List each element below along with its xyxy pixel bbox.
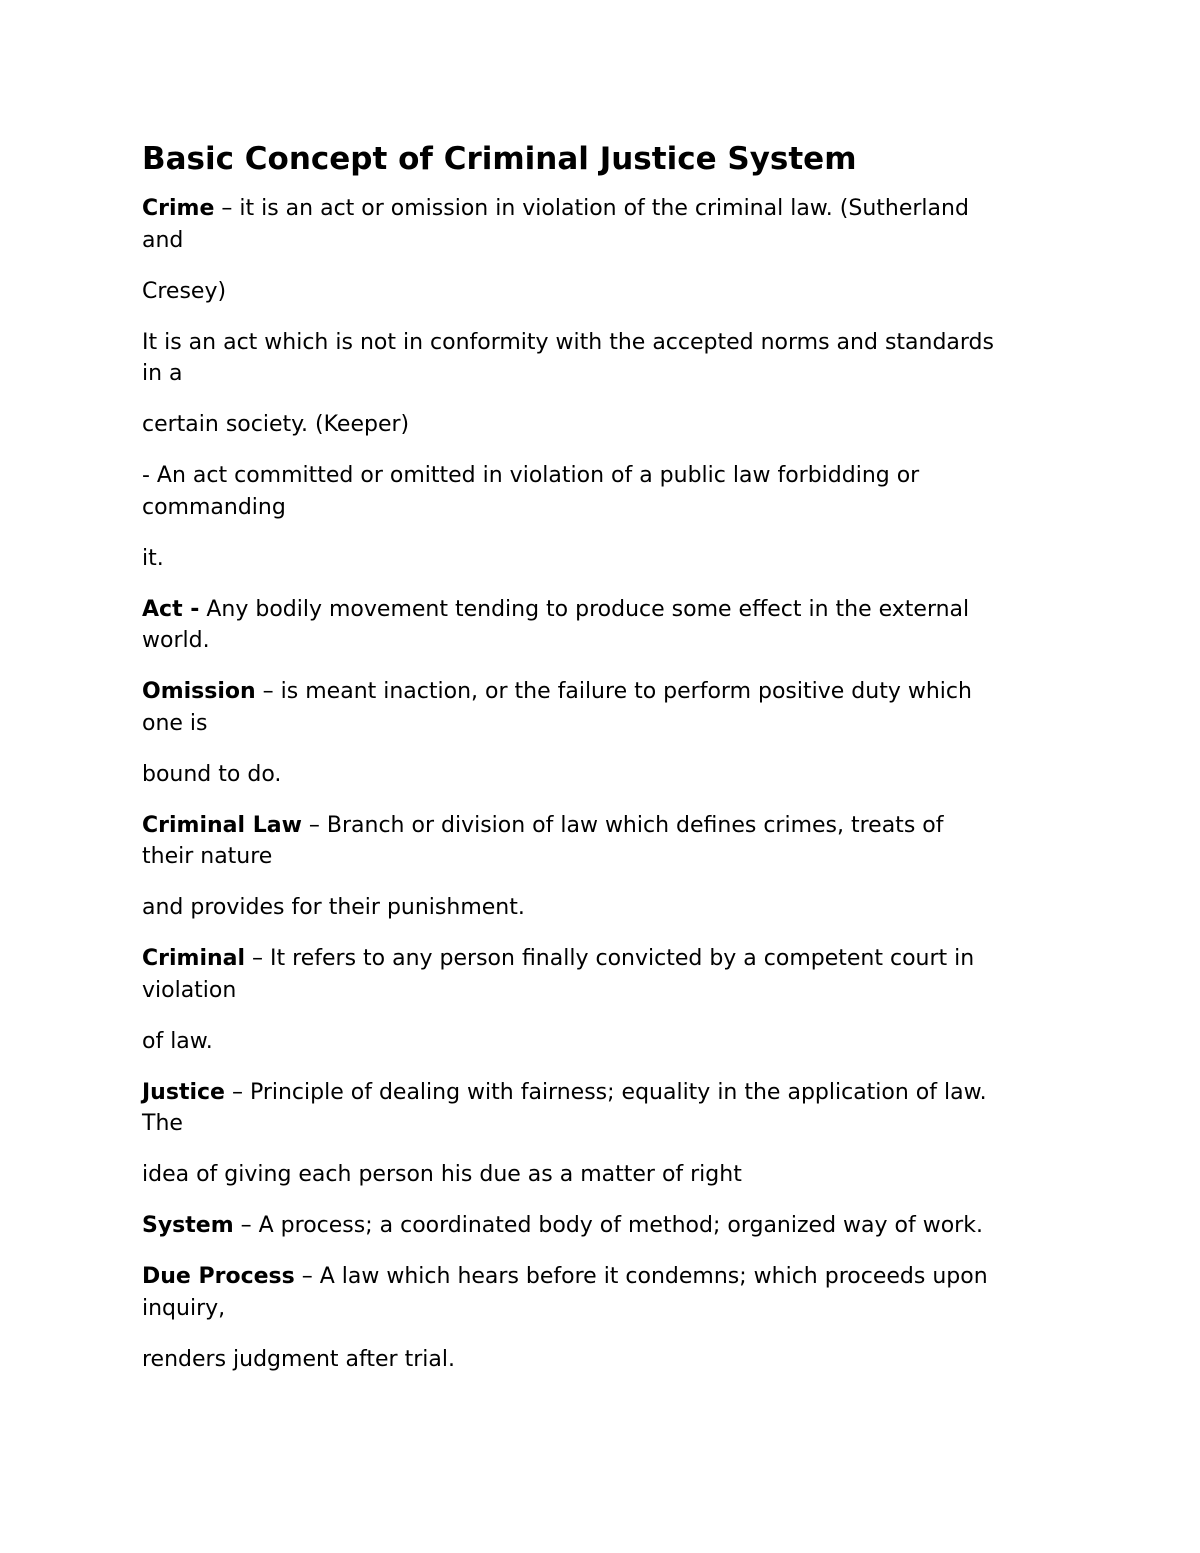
text-line (142, 1026, 1062, 1058)
line-text: idea of giving each person his due as a matter of right (142, 1162, 742, 1187)
paragraph (142, 193, 1062, 256)
line-text: – it is an act or omission in violation of the criminal law. (Sutherland (214, 196, 969, 221)
paragraph (142, 543, 1062, 575)
text-line (142, 1210, 1062, 1242)
text-line (142, 276, 1062, 308)
text-line (142, 975, 1062, 1007)
text-line (142, 193, 1062, 225)
line-text: – Principle of dealing with fairness; equality in the application of law. (224, 1079, 987, 1105)
paragraph (142, 1344, 1062, 1376)
paragraph (142, 810, 1062, 873)
text-line (142, 759, 1062, 791)
text-line (142, 492, 1062, 524)
paragraph (142, 1261, 1062, 1324)
text-line (142, 841, 1062, 873)
line-text: of law. (142, 1028, 213, 1054)
text-line (142, 1108, 1062, 1140)
line-text: - An act committed or omitted in violation of a public law forbidding or (142, 463, 920, 488)
text-line (142, 708, 1062, 740)
text-line (142, 1261, 1062, 1293)
line-text: – Branch or division of law which defines crimes, treats of (301, 812, 944, 838)
paragraph (142, 460, 1062, 523)
paragraph (142, 1026, 1062, 1058)
line-text: Any bodily movement tending to produce some effect in the external (199, 596, 970, 622)
text-line (142, 1293, 1062, 1325)
text-line (142, 1344, 1062, 1376)
text-line (142, 225, 1062, 257)
line-text: The (142, 1111, 183, 1136)
text-line (142, 1077, 1062, 1109)
term-label: Crime (142, 196, 215, 221)
line-text: and (142, 227, 184, 253)
text-line (142, 594, 1062, 626)
text-line (142, 409, 1062, 441)
paragraph (142, 594, 1062, 657)
text-line (142, 676, 1062, 708)
paragraph (142, 409, 1062, 441)
paragraph (142, 327, 1062, 390)
line-text: It is an act which is not in conformity with the accepted norms and standards (142, 329, 994, 355)
paragraph (142, 1210, 1062, 1242)
term-label: System (142, 1213, 234, 1238)
term-label: Due Process (142, 1264, 295, 1289)
paragraph (142, 943, 1062, 1006)
line-text: violation (142, 977, 237, 1003)
paragraph (142, 1159, 1062, 1191)
text-line (142, 943, 1062, 975)
term-label: Justice (142, 1079, 225, 1105)
line-text: inquiry, (142, 1295, 226, 1321)
line-text: Cresey) (142, 278, 227, 304)
term-label: Criminal (142, 946, 246, 971)
text-line (142, 1159, 1062, 1191)
paragraph (142, 676, 1062, 739)
line-text: commanding (142, 494, 286, 520)
line-text: their nature (142, 844, 273, 869)
text-line (142, 810, 1062, 842)
text-line (142, 327, 1062, 359)
text-line (142, 460, 1062, 492)
paragraph-list (142, 193, 1062, 1375)
paragraph (142, 759, 1062, 791)
text-line (142, 358, 1062, 390)
term-label: Criminal Law (142, 812, 302, 838)
document-content (142, 136, 1062, 1395)
line-text: – A law which hears before it condemns; which proceeds upon (294, 1264, 988, 1289)
line-text: renders judgment after trial. (142, 1346, 455, 1372)
line-text: bound to do. (142, 761, 282, 787)
line-text: one is (142, 710, 208, 736)
line-text: certain society. (Keeper) (142, 412, 410, 437)
text-line (142, 892, 1062, 924)
term-label: Omission (142, 679, 256, 704)
text-line (142, 625, 1062, 657)
line-text: and provides for their punishment. (142, 895, 525, 920)
term-label: Act - (142, 596, 200, 622)
line-text: it. (142, 545, 164, 571)
line-text: – It refers to any person finally convicted by a competent court in (245, 946, 975, 971)
line-text: – A process; a coordinated body of method; organized way of work. (233, 1213, 983, 1238)
text-line (142, 543, 1062, 575)
paragraph (142, 276, 1062, 308)
line-text: world. (142, 628, 210, 653)
line-text: – is meant inaction, or the failure to perform positive duty which (255, 679, 972, 704)
line-text: in a (142, 361, 183, 386)
document-title: Basic Concept of Criminal Justice System (142, 141, 857, 177)
paragraph (142, 1077, 1062, 1140)
paragraph (142, 892, 1062, 924)
